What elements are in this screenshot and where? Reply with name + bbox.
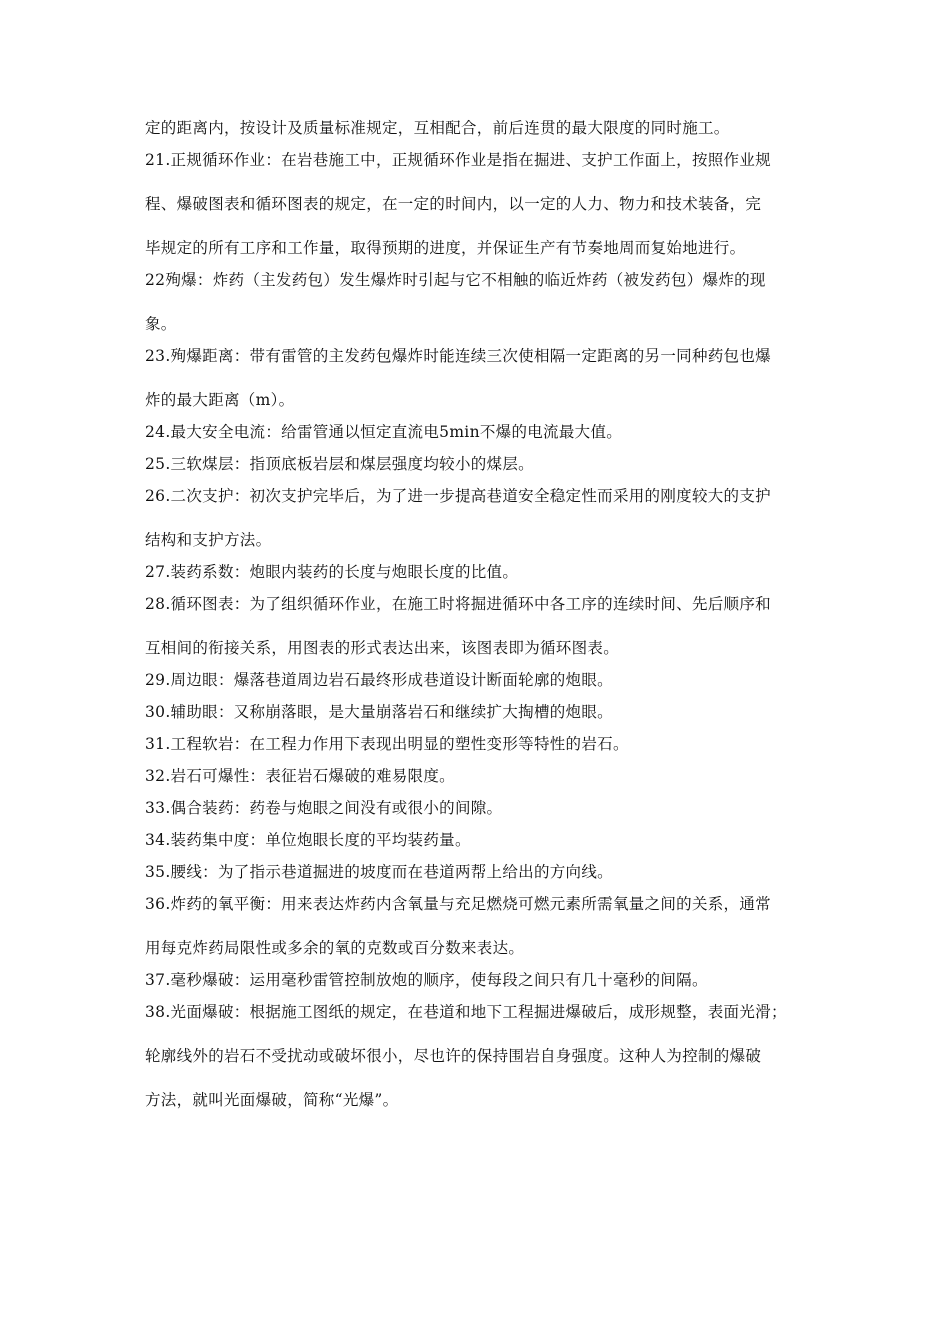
- text-line: 38.光面爆破：根据施工图纸的规定，在巷道和地下工程掘进爆破后，成形规整，表面光滑；: [145, 1003, 787, 1021]
- text-line: 轮廓线外的岩石不受扰动或破坏很小，尽也许的保持围岩自身强度。这种人为控制的爆破: [145, 1047, 762, 1065]
- text-line: 结构和支护方法。: [145, 531, 272, 549]
- text-line: 31.工程软岩：在工程力作用下表现出明显的塑性变形等特性的岩石。: [145, 735, 629, 753]
- text-line: 炸的最大距离（m）。: [145, 391, 295, 409]
- text-line: 24.最大安全电流：给雷管通以恒定直流电5min不爆的电流最大值。: [145, 423, 623, 441]
- text-line: 23.殉爆距离：带有雷管的主发药包爆炸时能连续三次使相隔一定距离的另一同种药包也爆: [145, 347, 771, 365]
- text-line: 33.偶合装药：药卷与炮眼之间没有或很小的间隙。: [145, 799, 503, 817]
- text-line: 35.腰线：为了指示巷道掘进的坡度而在巷道两帮上给出的方向线。: [145, 863, 613, 881]
- text-line: 用每克炸药局限性或多余的氧的克数或百分数来表达。: [145, 939, 525, 957]
- text-line: 25.三软煤层：指顶底板岩层和煤层强度均较小的煤层。: [145, 455, 534, 473]
- document-body: [145, 118, 815, 1110]
- text-line: 定的距离内，按设计及质量标准规定，互相配合，前后连贯的最大限度的同时施工。: [145, 119, 730, 137]
- text-line: 方法，就叫光面爆破，简称“光爆”。: [145, 1091, 399, 1109]
- text-line: 30.辅助眼：又称崩落眼，是大量崩落岩石和继续扩大掏槽的炮眼。: [145, 703, 613, 721]
- text-line: 26.二次支护：初次支护完毕后，为了进一步提高巷道安全稳定性而采用的刚度较大的支护: [145, 487, 771, 505]
- text-line: 32.岩石可爆性：表征岩石爆破的难易限度。: [145, 767, 455, 785]
- text-line: 互相间的衔接关系，用图表的形式表达出来，该图表即为循环图表。: [145, 639, 620, 657]
- text-line: 21.正规循环作业：在岩巷施工中，正规循环作业是指在掘进、支护工作面上，按照作业规: [145, 151, 771, 169]
- text-line: 29.周边眼：爆落巷道周边岩石最终形成巷道设计断面轮廓的炮眼。: [145, 671, 613, 689]
- text-line: 37.毫秒爆破：运用毫秒雷管控制放炮的顺序，使每段之间只有几十毫秒的间隔。: [145, 971, 708, 989]
- text-line: 程、爆破图表和循环图表的规定，在一定的时间内，以一定的人力、物力和技术装备，完: [145, 195, 762, 213]
- text-line: 36.炸药的氧平衡：用来表达炸药内含氧量与充足燃烧可燃元素所需氧量之间的关系，通常: [145, 895, 771, 913]
- text-line: 22殉爆：炸药（主发药包）发生爆炸时引起与它不相触的临近炸药（被发药包）爆炸的现: [145, 271, 766, 289]
- text-line: 象。: [145, 315, 177, 333]
- text-line: 毕规定的所有工序和工作量，取得预期的进度，并保证生产有节奏地周而复始地进行。: [145, 239, 746, 257]
- text-line: 28.循环图表：为了组织循环作业，在施工时将掘进循环中各工序的连续时间、先后顺序和: [145, 595, 771, 613]
- text-line: 34.装药集中度：单位炮眼长度的平均装药量。: [145, 831, 471, 849]
- text-line: 27.装药系数：炮眼内装药的长度与炮眼长度的比值。: [145, 563, 519, 581]
